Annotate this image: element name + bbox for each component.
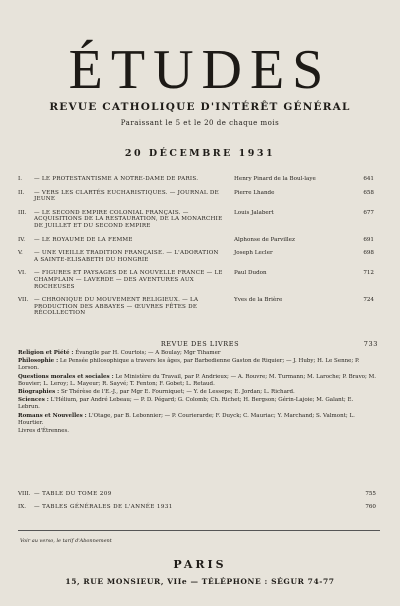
toc-title: — LE PROTESTANTISME A NOTRE-DAME DE PARIS. — [34, 176, 199, 182]
toc-title: — TABLE DU TOME 209 — [34, 491, 112, 497]
review-category — [18, 374, 376, 388]
toc-number: V. — [18, 250, 23, 257]
toc-author: Paul Dudon — [234, 270, 267, 277]
toc-title: — UNE VIEILLE TRADITION FRANÇAISE. — L'ADORATION A SAINTE-ELISABETH DU HONGRIE — [34, 250, 219, 263]
toc-number: VII. — [18, 297, 29, 304]
toc-entry — [18, 504, 376, 511]
review-category — [18, 397, 376, 411]
toc-author: Alphonse de Parvillez — [234, 236, 295, 243]
publisher-address: 15, RUE MONSIEUR, VIIe — TÉLÉPHONE : SÉGUR 74-77 — [65, 577, 335, 586]
toc-page: 755 — [365, 491, 376, 497]
toc-page: 691 — [363, 236, 374, 243]
book-review-list — [18, 350, 376, 436]
review-category-label: Questions morales et sociales : — [18, 373, 114, 380]
toc-page: 698 — [363, 250, 374, 257]
toc-page: 724 — [363, 297, 374, 304]
review-category-text: Évangile par H. Courtois; — A Boulay; Mgr Tihamer — [75, 350, 221, 356]
toc-number: IV. — [18, 236, 26, 243]
toc-author: Yves de la Brière — [234, 297, 283, 304]
closing-contents — [18, 491, 376, 516]
journal-title: ÉTUDES — [68, 39, 332, 101]
review-category-label: Sciences : — [18, 397, 49, 404]
toc-page: 658 — [363, 189, 374, 196]
toc-number: I. — [18, 176, 22, 182]
toc-title: — LE SECOND EMPIRE COLONIAL FRANÇAIS. — ACQUISITIONS DE LA RESTAURATION, DE LA MONARCHIE DE JUILLET ET DU SECOND EMPIRE — [34, 209, 223, 229]
toc-entry — [18, 250, 374, 263]
book-review-page: 733 — [363, 340, 378, 348]
toc-entry — [18, 491, 376, 498]
toc-number: III. — [18, 209, 27, 216]
toc-number: VIII. — [18, 491, 31, 497]
toc-title: — TABLES GÉNÉRALES DE L'ANNÉE 1931 — [34, 503, 173, 510]
toc-page: 677 — [363, 209, 374, 216]
review-category-label: Philosophie : — [18, 358, 59, 365]
toc-entry — [18, 190, 374, 203]
toc-entry — [18, 297, 374, 317]
toc-entry — [18, 270, 374, 290]
review-category — [18, 428, 376, 435]
toc-number: IX. — [18, 503, 26, 510]
toc-author: Louis Jalabert — [234, 209, 274, 216]
review-category-label: Livres d'Étrennes. — [18, 428, 70, 435]
review-category-text: Sr Thérèse de l'E.-J., par Mgr E. Fourniquet; — Y. de Lesseps; E. Jordan; L. Richard. — [60, 389, 295, 396]
review-category — [18, 413, 376, 427]
review-category-label: Romans et Nouvelles : — [18, 412, 87, 419]
toc-title: — VERS LES CLARTÉS EUCHARISTIQUES. — JOURNAL DE JEUNE — [34, 189, 219, 203]
review-category-text: Le Pensée philosophique a travers les âges, par Barbedienne Gaston de Riquier; — J. Huby; H. Le Senne; P. Lorson. — [18, 358, 360, 372]
book-review-title: REVUE DES LIVRES — [160, 340, 240, 348]
journal-subtitle: REVUE CATHOLIQUE D'INTÉRÊT GÉNÉRAL — [49, 101, 351, 113]
issue-date: 20 DÉCEMBRE 1931 — [124, 148, 276, 159]
toc-title: — LE ROYAUME DE LA FEMME — [34, 236, 133, 243]
toc-author: Henry Pinard de la Boul-laye — [234, 176, 316, 182]
publication-frequency: Paraissant le 5 et le 20 de chaque mois — [120, 119, 280, 127]
toc-page: 641 — [363, 176, 374, 182]
toc-page: 760 — [365, 503, 376, 510]
toc-entry — [18, 210, 374, 230]
review-category-text: Le Ministère du Travail, par P. Andrieux; — A. Rouvre; M. Turmann; M. Laroche; P. Bravo; M. Bouvier; L. Leroy; L. Mayeur; R. Sayvé; T. Fenton; F. Gobet; L. Retaud. — [18, 373, 376, 387]
review-category-text: L'Hélium, par André Lebeau; — P. D. Pégard; G. Colomb; Ch. Richet; H. Bergson; Gérin-Lajoie; M. Galant; E. Lebrun. — [18, 397, 354, 411]
toc-entry — [18, 176, 374, 183]
toc-entry — [18, 237, 374, 244]
review-category — [18, 389, 376, 396]
review-category — [18, 358, 376, 372]
divider — [18, 530, 380, 531]
toc-author: Pierre Lhande — [234, 189, 275, 196]
toc-number: VI. — [18, 270, 27, 277]
review-category-label: Religion et Piété : — [18, 350, 74, 356]
subscription-note: Voir au verso, le tarif d'Abonnement — [20, 538, 112, 544]
review-category-label: Biographies : — [18, 389, 60, 396]
table-of-contents — [18, 176, 374, 324]
publisher-city: PARIS — [173, 558, 227, 571]
review-category — [18, 350, 376, 357]
toc-number: II. — [18, 189, 25, 196]
review-category-text: L'Otage, par B. Lebonnier; — P. Courierarde; F. Duyck; C. Mauriac; Y. Marchand; S. Valmont; L. Hourtier. — [18, 412, 355, 426]
book-review-heading — [0, 340, 400, 348]
toc-title: — CHRONIQUE DU MOUVEMENT RELIGIEUX. — LA PRODUCTION DES ABBAYES — ŒUVRES FÊTES DE RÉCOLLECTION — [34, 297, 199, 317]
toc-title: — FIGURES ET PAYSAGES DE LA NOUVELLE FRANCE — LE CHAMPLAIN — LAVERDE — DES AVENTURES AUX ROCHEUSES — [34, 270, 223, 290]
toc-page: 712 — [363, 270, 374, 277]
toc-author: Joseph Lecler — [234, 250, 273, 257]
